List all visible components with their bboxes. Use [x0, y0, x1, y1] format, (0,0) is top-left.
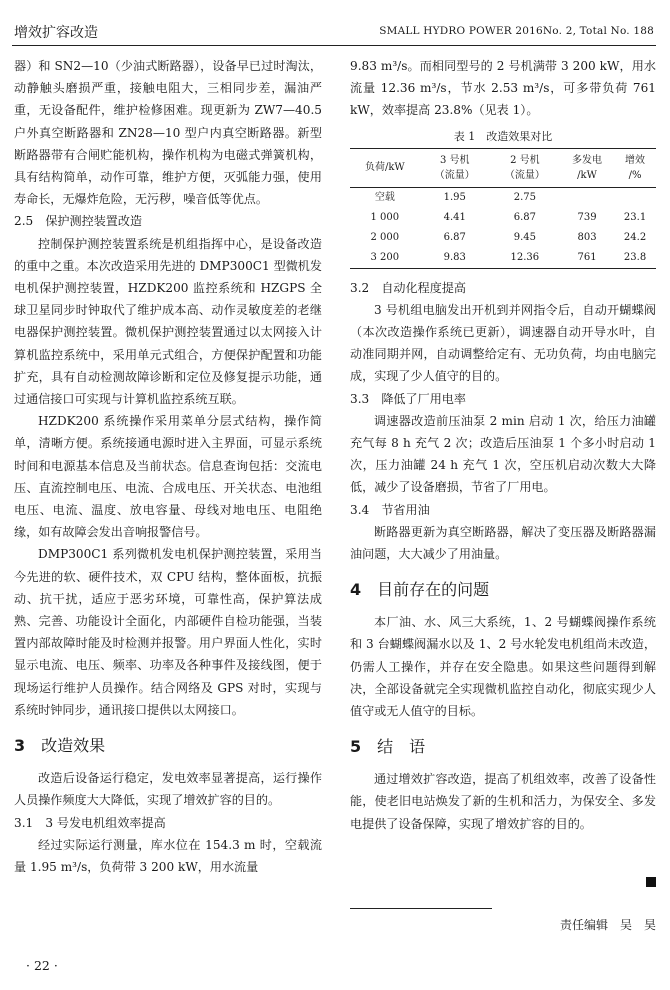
table-cell: 23.8 — [623, 251, 647, 263]
table-header-cell: 多发电 /kW — [572, 154, 603, 181]
section-number: 5 — [350, 737, 362, 757]
paragraph: 3 号机组电脑发出开机到并网指令后，自动开蝴蝶阀（本次改造操作系统已更新），调速器自动开导水叶，自动准同期并网，自动调整给定有、无功负荷，均由电脑完成，实现了少人值守的目的。 — [350, 302, 656, 384]
end-of-article-mark — [646, 877, 656, 887]
table-cell: 3 200 — [370, 251, 400, 263]
table-cell: 空载 — [374, 191, 395, 203]
table-cell: 9.83 — [443, 251, 466, 263]
paragraph: HZDK200 系统操作采用菜单分层式结构，操作简单，清晰方便。系统接通电源时进入主界面，可显示系统时间和电源基本信息及当前状态。信息查询包括：交流电压、直流控制电压、电流、合成电压、开关状态、电池组电压、电流、温度、放电容量、母线对地电压、电阻绝缘，如有故障会发出音响报警信号。 — [14, 414, 322, 540]
responsible-editor: 责任编辑 吴 昊 — [559, 918, 656, 932]
table-cell: 4.41 — [443, 211, 466, 223]
table-cell: 2.75 — [513, 191, 536, 203]
table-cell: 6.87 — [513, 211, 536, 223]
paragraph: 经过实际运行测量，库水位在 154.3 m 时，空载流量 1.95 m³/s，负荷带 3 200 kW，用水流量 — [14, 837, 322, 874]
table-header-cell: 增效 /% — [625, 154, 646, 181]
table-cell: 1 000 — [370, 211, 400, 223]
table-header-cell: 2 号机 （流量） — [504, 154, 545, 181]
section-title: 结 语 — [377, 737, 426, 757]
paragraph: 器）和 SN2—10（少油式断路器），设备早已过时淘汰，动静触头磨损严重，接触电阻大，三相同步差，漏油严重，无设备配件，维护检修困难。现更新为 ZW7—40.5 户外真空断路器和 ZN28—10 型户内真空断路器。新型断路器带有合闸贮能机构，操作机构为电磁式弹簧机构，具有结构简单，动作可靠，维护方便，灭弧能力强，使用寿命长，无爆炸危险，无污秽，噪音低等优点。 — [14, 59, 322, 207]
table-cell: 1.95 — [443, 191, 466, 203]
table-row — [350, 208, 656, 228]
section-title: 改造效果 — [41, 736, 106, 756]
paragraph: 通过增效扩容改造，提高了机组效率，改善了设备性能，使老旧电站焕发了新的生机和活力，为保安全、多发电提供了设备保障，实现了增效扩容的目的。 — [350, 772, 656, 831]
page-number: · 22 · — [26, 958, 58, 973]
table-cell: 6.87 — [443, 231, 466, 243]
table-row — [350, 228, 656, 248]
section-number: 3 — [14, 736, 26, 756]
paragraph: 改造后设备运行稳定，发电效率显著提高，运行操作人员操作频度大大降低，实现了增效扩容的目的。 — [14, 771, 322, 808]
subsection-heading: 2.5 保护测控装置改造 — [14, 214, 143, 229]
journal-section-title: 增效扩容改造 — [14, 25, 98, 41]
paragraph: 调速器改造前压油泵 2 min 启动 1 次，给压力油罐充气每 8 h 充气 2 次；改造后压油泵 1 个多小时启动 1 次，压力油罐 24 h 充气 1 次，空压机启动次数大大降低，减少了设备磨损，节省了厂用电。 — [350, 413, 656, 495]
comparison-table — [350, 148, 656, 269]
table-header-cell: 负荷/kW — [364, 162, 405, 174]
table-cell: 803 — [577, 231, 597, 243]
table-cell: 2 000 — [370, 231, 400, 243]
table-header-row — [350, 148, 656, 187]
section-heading — [350, 736, 656, 758]
footer-divider — [350, 908, 492, 909]
table-cell — [560, 187, 614, 208]
section-heading — [350, 579, 656, 601]
table-cell: 23.1 — [623, 211, 647, 223]
table-row — [350, 248, 656, 269]
subsection-heading: 3.2 自动化程度提高 — [350, 280, 466, 295]
table-row — [350, 187, 656, 208]
section-heading — [14, 735, 322, 757]
left-column — [14, 55, 322, 878]
table-cell: 12.36 — [510, 251, 540, 263]
right-column — [350, 55, 656, 835]
table-cell: 9.45 — [513, 231, 536, 243]
table-caption: 表 1 改造效果对比 — [453, 129, 553, 143]
paragraph: 断路器更新为真空断路器，解决了变压器及断路器漏油问题，大大减少了用油量。 — [350, 524, 656, 562]
table-header-cell: 3 号机 （流量） — [434, 154, 475, 181]
paragraph: DMP300C1 系列微机发电机保护测控装置，采用当今先进的软、硬件技术，双 CPU 结构，整体面板，抗振动、抗干扰，适应于恶劣环境，可靠性高，保护算法成熟、完善、功能设计全面化，内部硬件自检功能强，当装置内部故障时能及时检测并报警。用户界面人性化，实时显示电流、电压、频率、功率及各种事件及接线图，便于现场运行维护人员操作。结合网络及 GPS 对时，实现与系统时钟同步，通讯接口提供以太网接口。 — [14, 547, 322, 717]
subsection-heading: 3.4 节省用油 — [350, 502, 430, 517]
table-cell: 24.2 — [623, 231, 647, 243]
table-body — [350, 187, 656, 268]
subsection-heading: 3.3 降低了厂用电率 — [350, 391, 466, 406]
paragraph: 控制保护测控装置系统是机组指挥中心，是设备改造的重中之重。本次改造采用先进的 DMP300C1 型微机发电机保护测控装置，HZDK200 监控系统和 HZGPS 全球卫星同步时钟取代了维护成本高、动作灵敏度差的老继电器保护测控装置。微机保护测控装置通过以太网接入计算机监控系统中，采用单元式组合，方便保护配置和功能扩充，具有自动检测故障诊断和定位及修复提示功能，通过通信接口可实现与计算机监控系统互联。 — [14, 236, 322, 407]
paragraph: 本厂油、水、风三大系统，1、2 号蝴蝶阀操作系统和 3 台蝴蝶阀漏水以及 1、2 号水轮发电机组尚未改造，仍需人工操作，并存在安全隐患。如果这些问题得到解决，全部设备就完全实现微机监控自动化，彻底实现少人值守或无人值守的目标。 — [350, 615, 656, 719]
table-cell: 761 — [577, 251, 597, 263]
table-cell: 739 — [577, 211, 597, 223]
header-divider — [12, 45, 656, 46]
table-cell — [614, 187, 656, 208]
journal-issue-info: SMALL HYDRO POWER 2016No. 2, Total No. 188 — [379, 25, 654, 37]
subsection-heading: 3.1 3 号发电机组效率提高 — [14, 815, 166, 830]
section-number: 4 — [350, 580, 362, 600]
section-title: 目前存在的问题 — [377, 580, 490, 600]
paragraph: 9.83 m³/s。而相同型号的 2 号机满带 3 200 kW，用水流量 12.36 m³/s，节水 2.53 m³/s，可多带负荷 761 kW，效率提高 23.8%（见表 1）。 — [350, 59, 656, 118]
